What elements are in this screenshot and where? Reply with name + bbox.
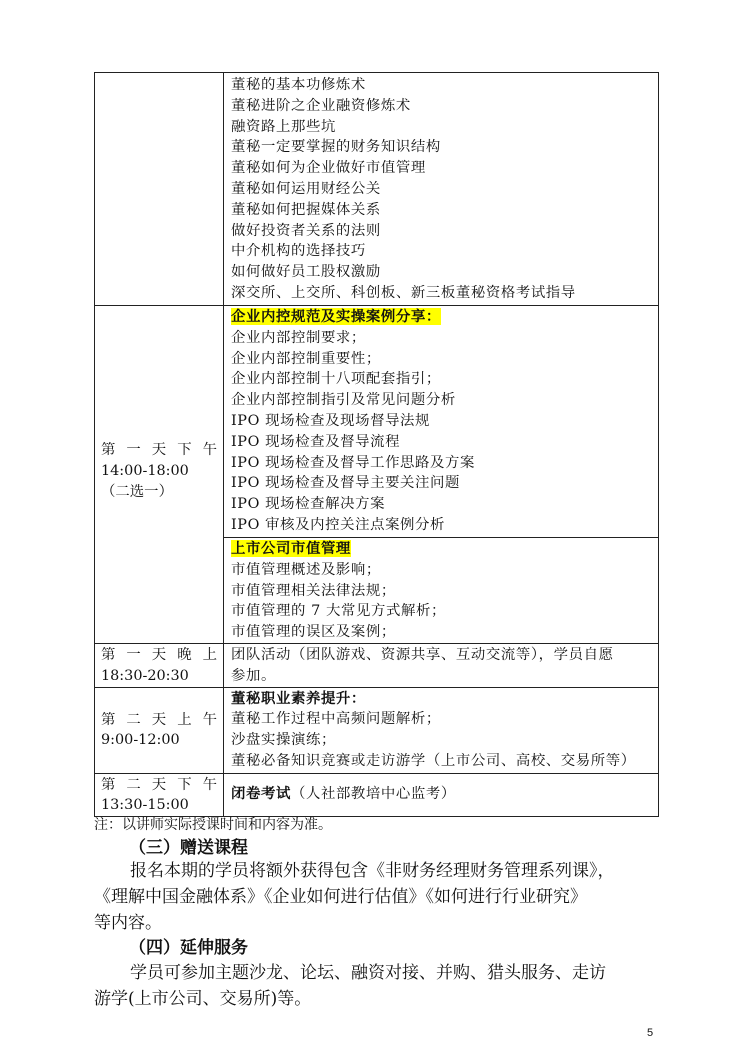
list-item: 企业内部控制要求； xyxy=(231,329,366,346)
list-item: IPO 审核及内控关注点案例分析 xyxy=(231,516,446,533)
list-item: 企业内部控制十八项配套指引； xyxy=(231,371,441,388)
time-label: 第一天晚上 xyxy=(101,646,217,663)
time-cell xyxy=(95,687,224,773)
content-cell xyxy=(224,687,659,773)
section-heading-highlight: 企业内控规范及实操案例分享： xyxy=(231,308,441,325)
section-heading-highlight: 上市公司市值管理 xyxy=(231,540,351,557)
time-cell xyxy=(95,306,224,644)
list-item: 市值管理的 7 大常见方式解析； xyxy=(231,603,446,620)
content-cell xyxy=(224,306,659,538)
time-cell xyxy=(95,73,224,306)
content-cell xyxy=(224,643,659,687)
list-item: 做好投资者关系的法则 xyxy=(231,222,381,239)
time-range: 14:00-18:00 xyxy=(101,462,189,479)
list-item: 董秘的基本功修炼术 xyxy=(231,77,366,93)
list-item: 市值管理相关法律法规； xyxy=(231,582,396,599)
list-item: 董秘如何运用财经公关 xyxy=(231,180,381,197)
list-item: 团队活动（团队游戏、资源共享、互动交流等），学员自愿 xyxy=(231,646,614,663)
time-note: （二选一） xyxy=(101,483,173,500)
time-label: 第一天下午 xyxy=(101,442,217,458)
time-cell xyxy=(95,773,224,817)
list-item: IPO 现场检查及督导流程 xyxy=(231,433,401,450)
section-title: （三）赠送课程 xyxy=(129,838,248,858)
list-item: 企业内部控制指引及常见问题分析 xyxy=(231,392,456,409)
paragraph xyxy=(94,858,662,936)
list-item: 董秘如何为企业做好市值管理 xyxy=(231,160,426,177)
paragraph-line: 游学(上市公司、交易所)等。 xyxy=(94,989,312,1009)
exam-title: 闭卷考试 xyxy=(231,785,291,803)
paragraph xyxy=(94,960,662,1012)
list-item: 市值管理概述及影响； xyxy=(231,561,381,578)
content-cell xyxy=(224,773,659,817)
schedule-table xyxy=(94,72,659,817)
list-item: 沙盘实操演练； xyxy=(231,732,336,749)
section-title: （四）延伸服务 xyxy=(129,938,248,958)
table-note: 注：以讲师实际授课时间和内容为准。 xyxy=(94,817,332,833)
page-number: 5 xyxy=(647,1027,654,1039)
list-item: 董秘一定要掌握的财务知识结构 xyxy=(231,139,441,156)
list-item: 融资路上那些坑 xyxy=(231,118,336,135)
table-row xyxy=(95,773,659,817)
list-item: 董秘工作过程中高频问题解析； xyxy=(231,711,441,728)
list-item: 深交所、上交所、科创板、新三板董秘资格考试指导 xyxy=(231,284,576,301)
content-cell xyxy=(224,73,659,306)
list-item: 董秘如何把握媒体关系 xyxy=(231,201,381,218)
time-cell xyxy=(95,643,224,687)
list-item: 市值管理的误区及案例； xyxy=(231,624,396,641)
list-item: IPO 现场检查及督导主要关注问题 xyxy=(231,475,461,492)
table-row xyxy=(95,687,659,773)
list-item: 如何做好员工股权激励 xyxy=(231,264,381,281)
list-item: 董秘进阶之企业融资修炼术 xyxy=(231,97,411,114)
exam-note: （人社部教培中心监考） xyxy=(290,786,456,803)
paragraph-line: 《理解中国金融体系》《企业如何进行估值》《如何进行行业研究》 xyxy=(94,887,587,907)
list-item: 参加。 xyxy=(231,667,276,684)
section-heading: 董秘职业素养提升： xyxy=(231,689,366,707)
table-row xyxy=(95,643,659,687)
list-item: IPO 现场检查解决方案 xyxy=(231,496,386,513)
list-item: 董秘必备知识竞赛或走访游学（上市公司、高校、交易所等） xyxy=(231,752,636,769)
list-item: 企业内部控制重要性； xyxy=(231,350,381,367)
time-range: 18:30-20:30 xyxy=(101,667,189,684)
time-label: 第二天下午 xyxy=(101,776,217,793)
time-range: 13:30-15:00 xyxy=(101,797,189,814)
content-cell xyxy=(224,538,659,644)
paragraph-line: 等内容。 xyxy=(94,913,162,933)
paragraph-line: 报名本期的学员将额外获得包含《非财务经理财务管理系列课》， xyxy=(130,861,615,881)
list-item: IPO 现场检查及现场督导法规 xyxy=(231,412,431,429)
list-item: 中介机构的选择技巧 xyxy=(231,243,366,260)
list-item: IPO 现场检查及督导工作思路及方案 xyxy=(231,454,476,471)
table-row xyxy=(95,306,659,538)
table-row xyxy=(95,73,659,306)
time-range: 9:00-12:00 xyxy=(101,732,180,749)
time-label: 第二天上午 xyxy=(101,711,217,728)
paragraph-line: 学员可参加主题沙龙、论坛、融资对接、并购、猎头服务、走访 xyxy=(130,963,606,983)
